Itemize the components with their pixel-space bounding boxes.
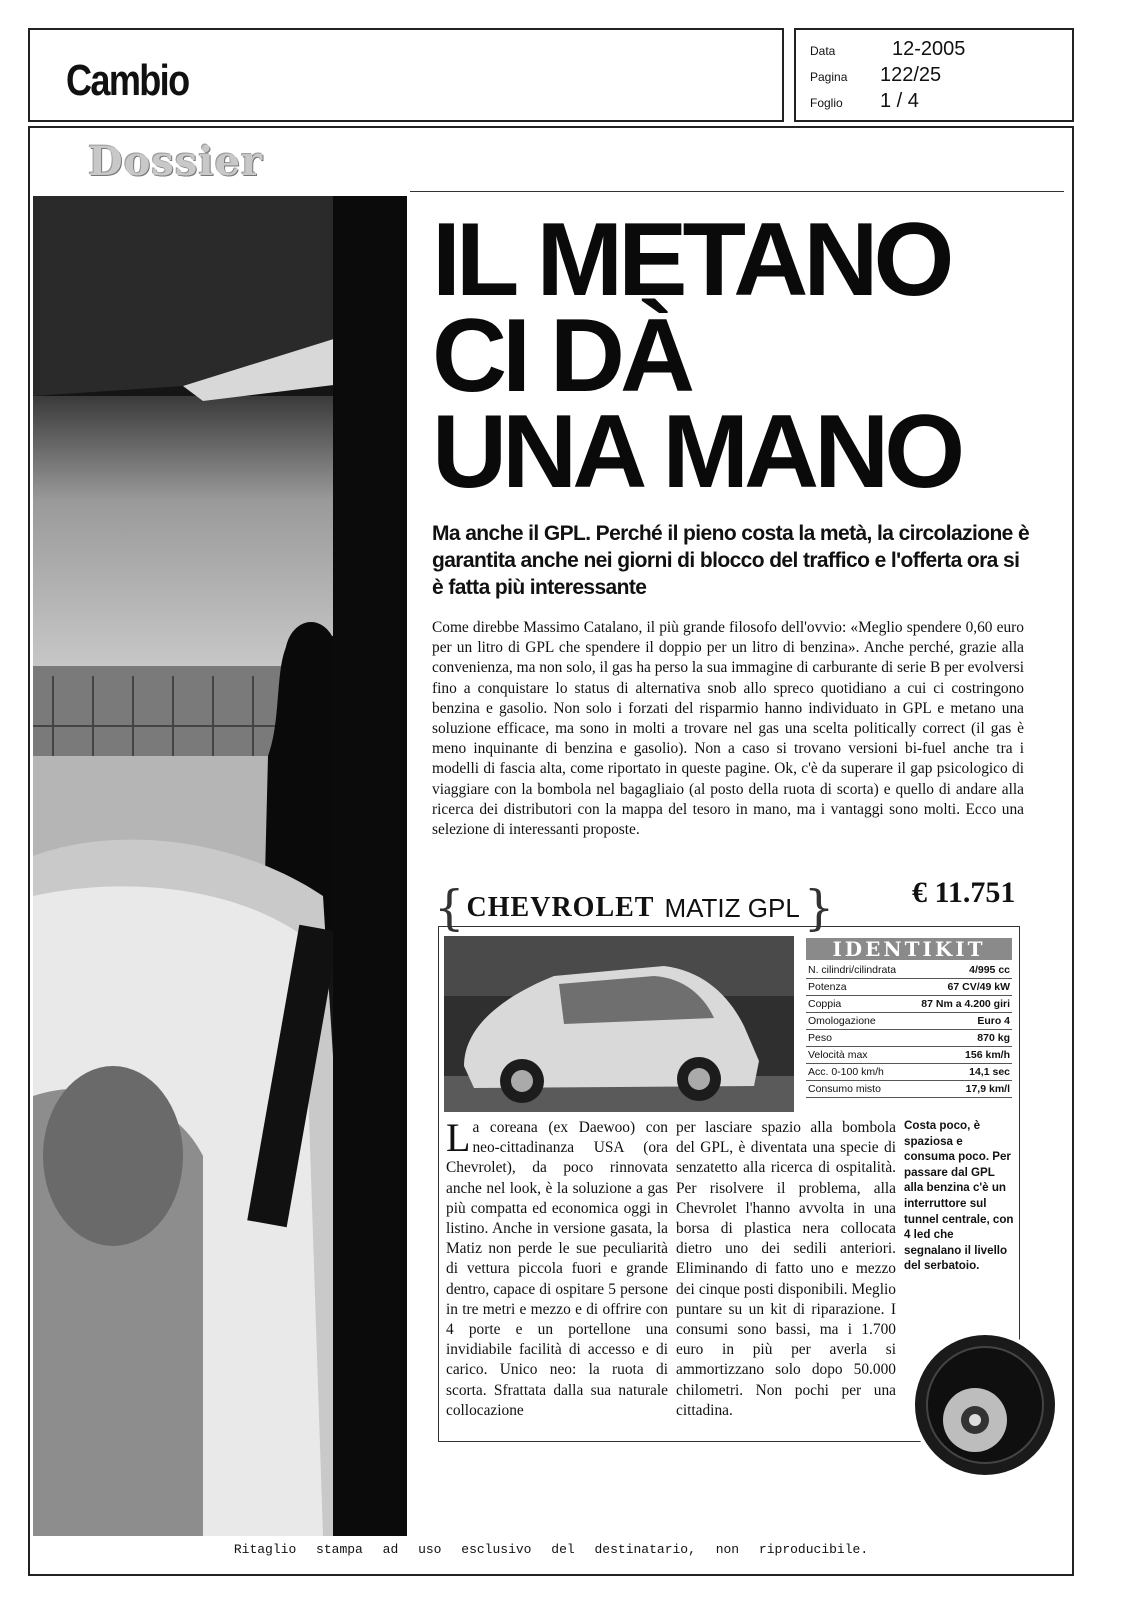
publication-header [28, 28, 784, 122]
spec-row [806, 962, 1012, 979]
switch-illustration [910, 1330, 1060, 1480]
switch-photo [910, 1330, 1060, 1480]
car-heading [434, 880, 835, 936]
spec-row [806, 979, 1012, 996]
photo-caption: Costa poco, è spaziosa e consuma poco. Per passare dal GPL alla benzina c'è un interruttore sul tunnel centrale, con 4 led che segnalano il livello del serbatoio. [904, 1119, 1014, 1273]
refueling-photo [33, 196, 407, 1536]
spec-label: Omologazione [806, 1013, 909, 1030]
car-price: € 11.751 [912, 876, 1016, 909]
article-column [446, 1115, 668, 1421]
spec-value: 14,1 sec [909, 1064, 1012, 1081]
identikit-title: IDENTIKIT [806, 938, 1012, 960]
meta-label: Foglio [810, 96, 843, 110]
meta-value: 1 / 4 [880, 90, 919, 112]
spec-value: 17,9 km/l [909, 1081, 1012, 1098]
spec-row [806, 996, 1012, 1013]
footer-notice: Ritaglio stampa ad uso esclusivo del destinatario, non riproducibile. [233, 1542, 869, 1557]
spec-value: Euro 4 [909, 1013, 1012, 1030]
spec-label: Acc. 0-100 km/h [806, 1064, 909, 1081]
meta-label: Data [810, 44, 836, 58]
publication-name: Cambio [66, 56, 189, 105]
article-column: per lasciare spazio alla bombola del GPL, è diventata una specie di senzatetto alla ricerca di ospitalità. Per risolvere il problema, alla Chevrolet l'hanno avvolta in una borsa di plastica nera collocata dietro uno dei sedili anteriori. Eliminando di fatto uno e mezzo dei cinque posti disponibili. Meglio puntare su un kit di riparazione. I consumi sono bassi, ma i 1.700 euro in più per averla si ammortizzano solo dopo 50.000 chilometri. Non pochi per una cittadina. [676, 1119, 896, 1419]
spec-row [806, 1030, 1012, 1047]
section-title: Dossier [88, 138, 264, 185]
spec-value: 4/995 cc [909, 962, 1012, 979]
meta-page [810, 64, 941, 87]
spec-row [806, 1013, 1012, 1030]
spec-label: Velocità max [806, 1047, 909, 1064]
meta-sheet [810, 90, 919, 113]
drop-cap: L [446, 1115, 471, 1160]
meta-value: 12-2005 [892, 38, 966, 60]
spec-label: Potenza [806, 979, 909, 996]
spec-label: Coppia [806, 996, 909, 1013]
spec-row [806, 1081, 1012, 1098]
spec-label: Peso [806, 1030, 909, 1047]
spec-value: 67 CV/49 kW [909, 979, 1012, 996]
photo-illustration [33, 196, 407, 1536]
spec-row [806, 1047, 1012, 1064]
meta-value: 122/25 [880, 64, 942, 86]
car-illustration [444, 936, 794, 1112]
headline-line: UNA MANO [432, 394, 961, 510]
meta-label: Pagina [810, 70, 848, 84]
column-text: a coreana (ex Daewoo) con neo-cittadinanza USA (ora Chevrolet), da poco rinnovata anche nel look, è la soluzione a gas più compatta ed economica oggi in listino. Anche in versione gasata, la Matiz non perde le sue peculiarità di vettura piccola fuori e grande dentro, capace di ospitare 5 persone in tre metri e mezzo e di offrire con 4 porte e un portellone una invidiabile facilità di accesso e di carico. Unico neo: la ruota di scorta. Sfrattata dalla sua naturale collocazione [446, 1119, 668, 1419]
car-model: MATIZ GPL [664, 892, 800, 923]
headline-line: IL METANO [432, 202, 950, 318]
meta-date [810, 38, 965, 61]
spec-row [806, 1064, 1012, 1081]
subtitle: Ma anche il GPL. Perché il pieno costa la metà, la circolazione è garantita anche nei giorni di blocco del traffico e l'offerta ora si è fatta più interessante [432, 522, 1030, 599]
spec-label: Consumo misto [806, 1081, 909, 1098]
spec-label: N. cilindri/cilindrata [806, 962, 909, 979]
spec-value: 87 Nm a 4.200 giri [909, 996, 1012, 1013]
car-brand: CHEVROLET [466, 892, 655, 923]
left-brace: { [434, 880, 465, 936]
right-brace: } [803, 880, 835, 936]
identikit-table [806, 962, 1012, 1098]
intro-paragraph: Come direbbe Massimo Catalano, il più grande filosofo dell'ovvio: «Meglio spendere 0,60 euro per un litro di GPL che spendere il doppio per un litro di benzina». Anche perché, grazie alla convenienza, ma non solo, il gas ha perso la sua immagine di carburante di serie B per evolversi fino a conquistare lo status di alternativa snob allo spreco quotidiano a cui ci costringono benzina e gasolio. Non solo i forzati del risparmio hanno individuato in GPL e metano una soluzione efficace, ma sono in molti a trovare nel gas una scelta politically correct (il gas è meno inquinante di benzina e gasolio). Non a caso si trovano versioni bi-fuel anche tra i modelli di fascia alta, come riportato in queste pagine. Ok, c'è da superare il gap psicologico di viaggiare con la bombola nel bagagliaio (al posto della ruota di scorta) e quello di andare alla ricerca dei distributori con la mappa del tesoro in mano, ma i vantaggi sono molti. Ecco una selezione di interessanti proposte. [432, 619, 1024, 839]
car-photo [444, 936, 794, 1112]
spec-value: 156 km/h [909, 1047, 1012, 1064]
spec-value: 870 kg [909, 1030, 1012, 1047]
divider [410, 191, 1064, 192]
headline [432, 202, 1052, 510]
clipping-meta [794, 28, 1074, 122]
headline-line: CI DÀ [432, 298, 691, 414]
